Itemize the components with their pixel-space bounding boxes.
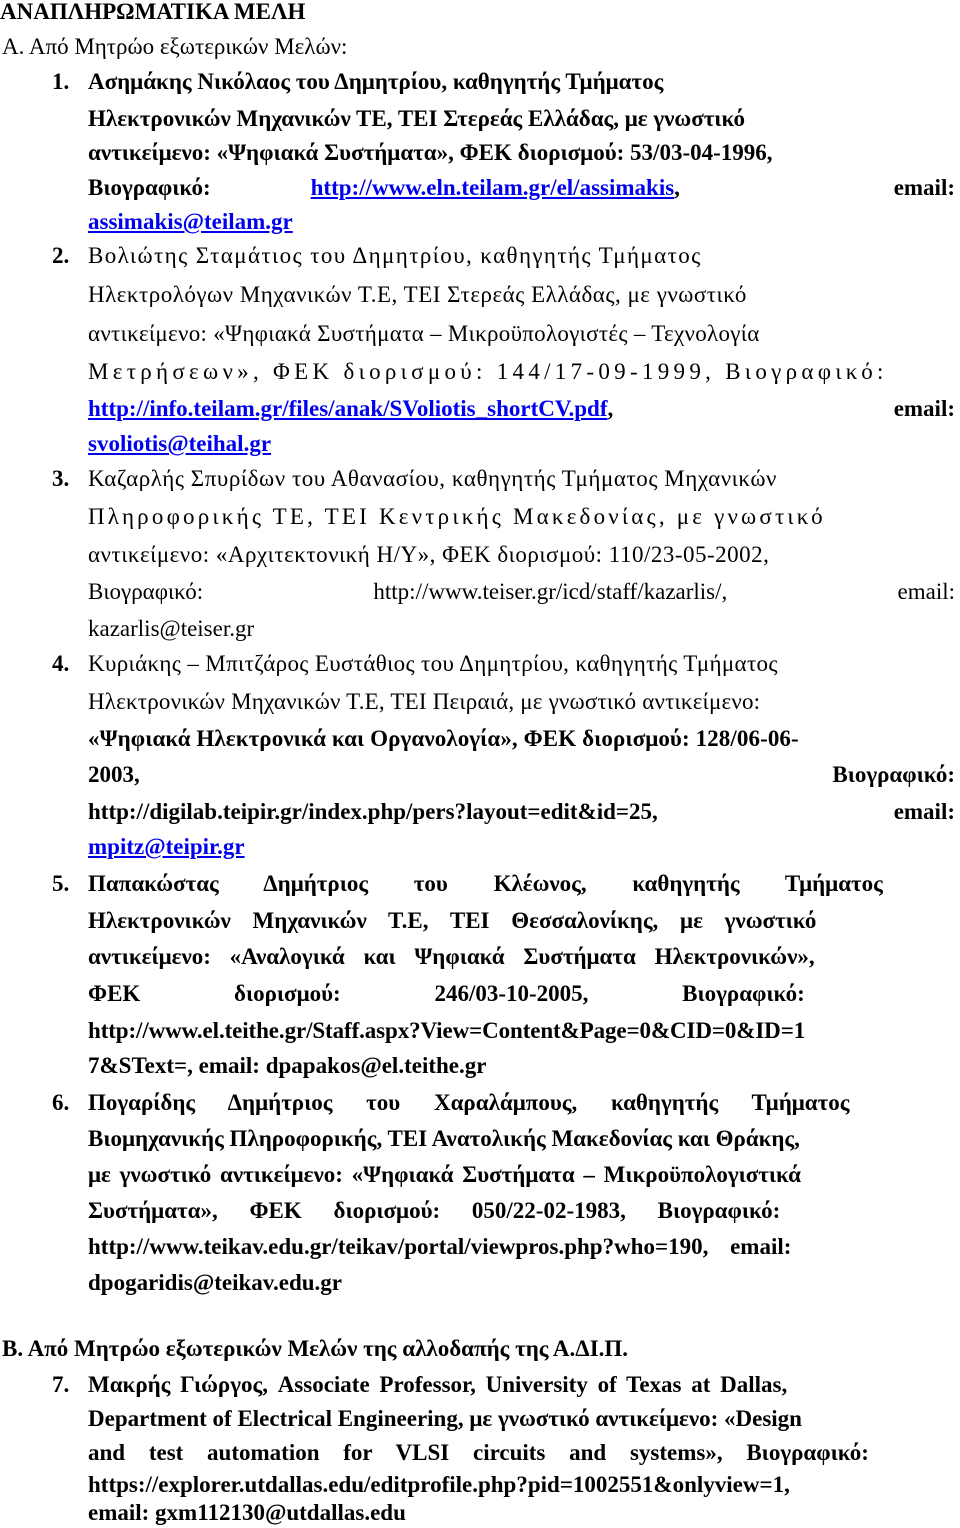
member-4-line-1 xyxy=(52,651,955,677)
cv-url[interactable]: http://digilab.teipir.gr/index.php/pers?layout=edit&id=25, xyxy=(88,799,658,824)
member-7-line-1 xyxy=(52,1372,955,1398)
email-label: email: xyxy=(897,579,955,604)
member-1-line-5 xyxy=(88,209,293,235)
cv-label: Βιογραφικό: xyxy=(88,175,211,200)
text-line: Μακρής Γιώργος, Associate Professor, University of Texas at Dallas, xyxy=(88,1372,788,1397)
member-5-line-3: αντικείμενο: «Αναλογικά και Ψηφιακά Συστήματα Ηλεκτρονικών», xyxy=(88,944,815,969)
member-5-line-6: 7&SText=, email: dpapakos@el.teithe.gr xyxy=(88,1053,487,1078)
member-4-line-3: «Ψηφιακά Ηλεκτρονικά και Οργανολογία», ΦΕΚ διορισμού: 128/06-06- xyxy=(88,726,799,751)
member-1-line-1 xyxy=(52,69,955,95)
member-5-line-5[interactable]: http://www.el.teithe.gr/Staff.aspx?View=Content&Page=0&CID=0&ID=1 xyxy=(88,1018,806,1043)
member-7-line-4[interactable]: https://explorer.utdallas.edu/editprofile.php?pid=1002551&onlyview=1, xyxy=(88,1472,790,1497)
member-6-line-1 xyxy=(52,1090,955,1116)
text-line: Κυριάκης – Μπιτζάρος Ευστάθιος του Δημητρίου, καθηγητής Τμήματος xyxy=(88,651,778,676)
member-2-line-6 xyxy=(88,431,271,457)
member-2-line-5: http://info.teilam.gr/files/anak/SVoliotis_shortCV.pdf, email: xyxy=(88,396,955,421)
member-number: 7. xyxy=(52,1372,70,1397)
member-3-line-5[interactable]: kazarlis@teiser.gr xyxy=(88,616,255,641)
cv-url[interactable]: http://www.teiser.gr/icd/staff/kazarlis/, xyxy=(373,579,728,604)
member-3-line-3: αντικείμενο: «Αρχιτεκτονική Η/Υ», ΦΕΚ διορισμού: 110/23-05-2002, xyxy=(88,542,770,567)
member-2-line-2: Ηλεκτρολόγων Μηχανικών Τ.Ε, ΤΕΙ Στερεάς Ελλάδας, με γνωστικό xyxy=(88,282,747,307)
member-7-line-3: and test automation for VLSI circuits and systems», Βιογραφικό: xyxy=(88,1440,869,1465)
email-label: email: xyxy=(893,799,955,824)
member-6-line-4: Συστήματα», ΦΕΚ διορισμού: 050/22-02-1983, Βιογραφικό: xyxy=(88,1198,781,1223)
email-label: email: xyxy=(893,175,955,200)
member-5-line-2: Ηλεκτρονικών Μηχανικών Τ.Ε, ΤΕΙ Θεσσαλονίκης, με γνωστικό xyxy=(88,908,817,933)
text-line: Καζαρλής Σπυρίδων του Αθανασίου, καθηγητής Τμήματος Μηχανικών xyxy=(88,466,777,491)
member-3-line-2: Πληροφορικής ΤΕ, ΤΕΙ Κεντρικής Μακεδονίας, με γνωστικό xyxy=(88,504,826,529)
member-3-line-4 xyxy=(88,579,955,605)
text-line: Παπακώστας Δημήτριος του Κλέωνος, καθηγητής Τμήματος xyxy=(88,871,883,896)
member-6-line-5[interactable]: http://www.teikav.edu.gr/teikav/portal/viewpros.php?who=190, email: xyxy=(88,1234,792,1259)
section-a-title: Α. Από Μητρώο εξωτερικών Μελών: xyxy=(2,34,348,59)
text-line: Ασημάκης Νικόλαος του Δημητρίου, καθηγητής Τμήματος xyxy=(88,69,664,94)
member-5-line-1 xyxy=(52,871,955,897)
member-5-line-4: ΦΕΚ διορισμού: 246/03-10-2005, Βιογραφικό: xyxy=(88,981,805,1006)
cv-link[interactable]: http://www.eln.teilam.gr/el/assimakis xyxy=(310,175,675,200)
member-number: 5. xyxy=(52,871,70,896)
member-2-line-1 xyxy=(52,243,955,269)
member-4-line-2: Ηλεκτρονικών Μηχανικών Τ.Ε, ΤΕΙ Πειραιά, με γνωστικό αντικείμενο: xyxy=(88,689,761,714)
section-b-title: Β. Από Μητρώο εξωτερικών Μελών της αλλοδαπής της Α.ΔΙ.Π. xyxy=(2,1336,629,1361)
member-2-line-3: αντικείμενο: «Ψηφιακά Συστήματα – Μικροϋπολογιστές – Τεχνολογία xyxy=(88,321,760,346)
text-line: Βολιώτης Σταμάτιος του Δημητρίου, καθηγητής Τμήματος xyxy=(88,243,702,268)
member-6-line-2: Βιομηχανικής Πληροφορικής, ΤΕΙ Ανατολικής Μακεδονίας και Θράκης, xyxy=(88,1126,800,1151)
member-number: 3. xyxy=(52,466,70,491)
email-label: email: xyxy=(893,396,955,421)
member-7-line-5: email: gxm112130@utdallas.edu xyxy=(88,1500,406,1525)
member-3-line-1 xyxy=(52,466,955,492)
member-4-line-5 xyxy=(88,799,955,825)
member-1-line-3: αντικείμενο: «Ψηφιακά Συστήματα», ΦΕΚ διορισμού: 53/03-04-1996, xyxy=(88,140,773,165)
email-link[interactable]: mpitz@teipir.gr xyxy=(88,834,245,859)
year-text: 2003, xyxy=(88,762,140,787)
member-number: 1. xyxy=(52,69,70,94)
page-heading: ΑΝΑΠΛΗΡΩΜΑΤΙΚΑ ΜΕΛΗ xyxy=(0,0,306,24)
member-number: 6. xyxy=(52,1090,70,1115)
text-line: Πογαρίδης Δημήτριος του Χαραλάμπους, καθηγητής Τμήματος xyxy=(88,1090,850,1115)
member-7-line-2: Department of Electrical Engineering, με γνωστικό αντικείμενο: «Design xyxy=(88,1406,802,1431)
member-6-line-3: με γνωστικό αντικείμενο: «Ψηφιακά Συστήματα – Μικροϋπολογιστικά xyxy=(88,1162,801,1187)
member-4-line-4 xyxy=(88,762,955,788)
email-link[interactable]: assimakis@teilam.gr xyxy=(88,209,293,234)
cv-link[interactable]: http://info.teilam.gr/files/anak/SVoliotis_shortCV.pdf xyxy=(88,396,608,421)
member-6-line-6: dpogaridis@teikav.edu.gr xyxy=(88,1270,342,1295)
cv-label: Βιογραφικό: xyxy=(88,579,204,604)
member-4-line-6 xyxy=(88,834,245,860)
email-link[interactable]: svoliotis@teihal.gr xyxy=(88,431,272,456)
cv-label: Βιογραφικό: xyxy=(832,762,955,787)
member-number: 2. xyxy=(52,243,70,268)
member-number: 4. xyxy=(52,651,70,676)
member-1-line-4: Βιογραφικό: http://www.eln.teilam.gr/el/assimakis, email: xyxy=(88,175,955,200)
member-2-line-4: Μετρήσεων», ΦΕΚ διορισμού: 144/17-09-1999, Βιογραφικό: xyxy=(88,359,888,384)
member-1-line-2: Ηλεκτρονικών Μηχανικών ΤΕ, ΤΕΙ Στερεάς Ελλάδας, με γνωστικό xyxy=(88,106,746,131)
